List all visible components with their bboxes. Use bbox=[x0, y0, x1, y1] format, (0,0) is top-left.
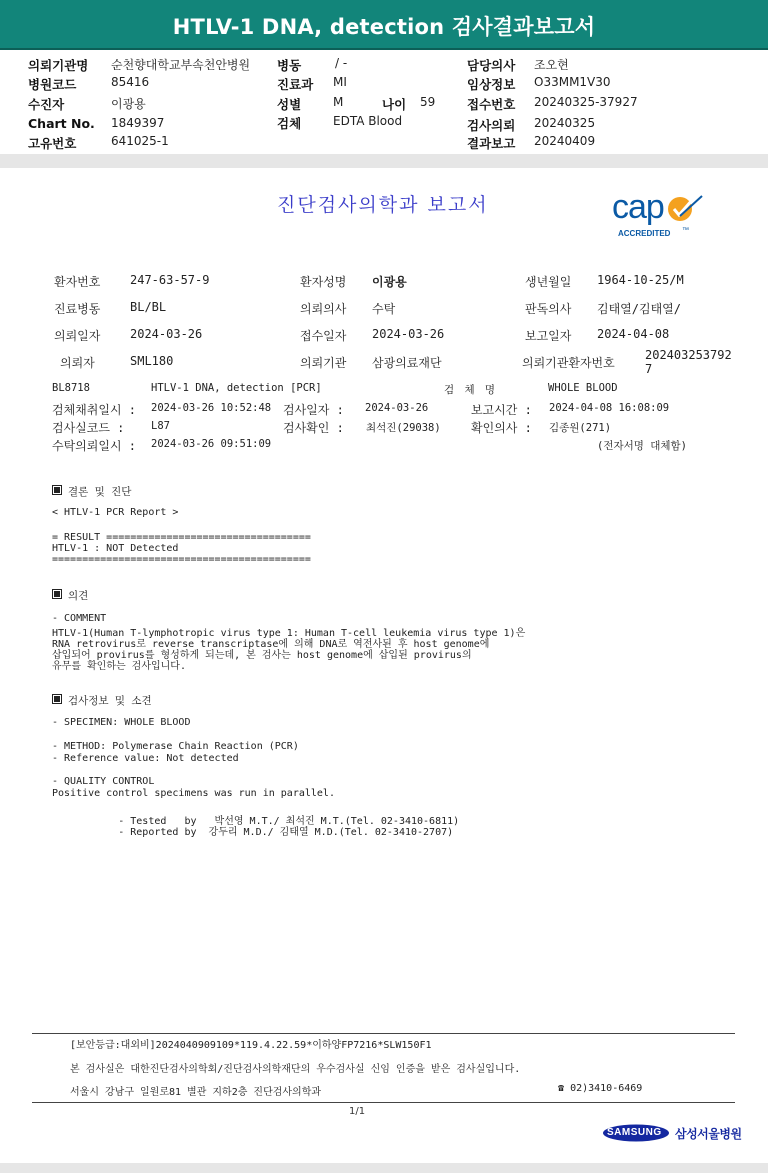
samsung-hospital-name: 삼성서울병원 bbox=[675, 1127, 742, 1141]
report-time-label: 보고시간 : bbox=[471, 403, 532, 417]
birthdate-value: 1964-10-25/M bbox=[597, 273, 684, 287]
confirm-doctor-label: 확인의사 : bbox=[471, 421, 532, 435]
request-date-value: 2024-03-26 bbox=[130, 327, 203, 341]
cap-accredited-text: ACCREDITED bbox=[618, 229, 671, 238]
hospital-code-label: 병원코드 bbox=[28, 77, 77, 92]
requesting-institution-label: 의뢰기관 bbox=[300, 356, 347, 370]
info-title: 검사정보 및 소견 bbox=[68, 695, 152, 707]
patient-name-value: 이광용 bbox=[372, 275, 407, 289]
test-request-label: 검사의뢰 bbox=[467, 118, 516, 133]
info-line-7: Positive control specimens was run in parallel. bbox=[52, 788, 335, 799]
samsung-brand: SAMSUNG bbox=[607, 1127, 662, 1138]
hospital-name-value: 순천향대학교부속천안병원 bbox=[111, 58, 251, 72]
info-line-1: - SPECIMEN: WHOLE BLOOD bbox=[52, 717, 191, 728]
lab-report-title: 진단검사의학과 보고서 bbox=[277, 194, 489, 216]
footer-top-rule bbox=[32, 1033, 735, 1034]
test-code: BL8718 bbox=[52, 382, 90, 394]
receipt-date-label: 접수일자 bbox=[300, 329, 347, 343]
comment-line-2: HTLV-1(Human T-lymphotropic virus type 1: Human T-cell leukemia virus type 1)은 bbox=[52, 628, 526, 639]
collection-time-label: 검체채취일시 : bbox=[52, 403, 137, 417]
conclusion-heading bbox=[52, 484, 131, 499]
receipt-date-value: 2024-03-26 bbox=[372, 327, 445, 341]
patient-name-label: 환자성명 bbox=[300, 275, 347, 289]
sex-label: 성별 bbox=[277, 97, 302, 112]
confirm-doctor-value: 김종원(271) bbox=[549, 422, 612, 434]
opinion-heading bbox=[52, 588, 88, 603]
receipt-no-label: 접수번호 bbox=[467, 97, 516, 112]
conclusion-title: 결론 및 진단 bbox=[68, 486, 132, 498]
test-name: HTLV-1 DNA, detection [PCR] bbox=[151, 382, 322, 394]
phone-line bbox=[558, 1083, 642, 1094]
doctor-value: 조오현 bbox=[534, 58, 569, 72]
info-line-3: - METHOD: Polymerase Chain Reaction (PCR) bbox=[52, 741, 299, 752]
section-square-icon bbox=[52, 589, 62, 599]
request-header bbox=[0, 50, 768, 154]
viewer-bottom-margin bbox=[0, 1163, 768, 1173]
opinion-title: 의견 bbox=[68, 590, 89, 602]
page-number: 1/1 bbox=[349, 1106, 366, 1117]
age-label: 나이 bbox=[382, 97, 407, 112]
info-heading bbox=[52, 693, 152, 708]
cap-trademark: ™ bbox=[682, 227, 689, 234]
info-line-4: - Reference value: Not detected bbox=[52, 753, 239, 764]
unique-no-value: 641025-1 bbox=[111, 134, 169, 148]
ordering-doctor-label: 의뢰의사 bbox=[300, 302, 347, 316]
info-line-9: - Tested by 박선영 M.T./ 최석진 M.T.(Tel. 02-3410-6811) bbox=[52, 816, 460, 827]
section-square-icon bbox=[52, 485, 62, 495]
reading-doctor-value: 김태열/김태열/ bbox=[597, 302, 682, 316]
reading-doctor-label: 판독의사 bbox=[525, 302, 572, 316]
cap-logo-text: cap bbox=[612, 188, 664, 226]
comment-line-3: RNA retrovirus로 reverse transcriptase에 의해 DNA로 역전사된 후 host genome에 bbox=[52, 639, 490, 650]
report-title: HTLV-1 DNA, detection 검사결과보고서 bbox=[172, 15, 596, 39]
cap-accredited-logo bbox=[610, 188, 710, 242]
phone-number: 02)3410-6469 bbox=[570, 1083, 643, 1094]
patient-label: 수진자 bbox=[28, 97, 65, 112]
institution-patient-no-label: 의뢰기관환자번호 bbox=[522, 356, 615, 370]
request-time-label: 수탁의뢰일시 : bbox=[52, 439, 137, 453]
comment-line-4: 삽입되어 provirus를 형성하게 되는데, 본 검사는 host genome에 삽입된 provirus의 bbox=[52, 650, 472, 661]
clinical-info-label: 임상정보 bbox=[467, 77, 516, 92]
specimen-value: EDTA Blood bbox=[333, 114, 403, 128]
unique-no-label: 고유번호 bbox=[28, 136, 77, 151]
result-report-label: 결과보고 bbox=[467, 136, 516, 151]
request-date-label: 의뢰일자 bbox=[54, 329, 101, 343]
specimen-name-value: WHOLE BLOOD bbox=[548, 382, 618, 394]
footer-bottom-rule bbox=[32, 1102, 735, 1103]
chart-no-value: 1849397 bbox=[111, 116, 165, 130]
report-name: < HTLV-1 PCR Report > bbox=[52, 507, 179, 518]
result-line-2: HTLV-1 : NOT Detected bbox=[52, 543, 179, 554]
test-confirm-label: 검사확인 : bbox=[283, 421, 344, 435]
institution-patient-no-value-cont: 7 bbox=[645, 362, 653, 376]
requester-label: 의뢰자 bbox=[60, 356, 95, 370]
ward-dept-label: 진료병동 bbox=[54, 302, 101, 316]
ward-value: / - bbox=[335, 56, 348, 70]
result-line-3: =========================================== bbox=[52, 554, 311, 565]
test-request-value: 20240325 bbox=[534, 116, 596, 130]
ward-dept-value: BL/BL bbox=[130, 300, 167, 314]
collection-time-value: 2024-03-26 10:52:48 bbox=[151, 402, 272, 414]
age-value: 59 bbox=[420, 95, 436, 109]
ordering-doctor-value: 수탁 bbox=[372, 302, 396, 316]
esign-note: (전자서명 대체함) bbox=[597, 440, 687, 452]
test-date-label: 검사일자 : bbox=[283, 403, 344, 417]
cap-checkmark-icon bbox=[666, 194, 706, 224]
report-time-value: 2024-04-08 16:08:09 bbox=[549, 402, 670, 414]
report-date-label: 보고일자 bbox=[525, 329, 572, 343]
info-line-6: - QUALITY CONTROL bbox=[52, 776, 155, 787]
result-report-value: 20240409 bbox=[534, 134, 596, 148]
ward-label: 병동 bbox=[277, 58, 302, 73]
lab-code-label: 검사실코드 : bbox=[52, 421, 125, 435]
test-date-value: 2024-03-26 bbox=[365, 402, 429, 414]
comment-line-5: 유무를 확인하는 검사입니다. bbox=[52, 661, 186, 672]
department-label: 진료과 bbox=[277, 77, 314, 92]
lab-code-value: L87 bbox=[151, 420, 170, 432]
result-line-1: = RESULT ================================== bbox=[52, 532, 311, 543]
address-line: 서울시 강남구 일원로81 별관 지하2층 진단검사의학과 bbox=[70, 1087, 322, 1098]
request-time-value: 2024-03-26 09:51:09 bbox=[151, 438, 272, 450]
samsung-hospital-logo bbox=[602, 1122, 742, 1144]
section-separator bbox=[0, 154, 768, 168]
clinical-info-value: O33MM1V30 bbox=[534, 75, 611, 89]
department-value: MI bbox=[333, 75, 347, 89]
lab-report-page bbox=[0, 168, 768, 1163]
test-confirm-value: 최석진(29038) bbox=[366, 422, 441, 434]
doctor-label: 담당의사 bbox=[467, 58, 516, 73]
patient-no-value: 247-63-57-9 bbox=[130, 273, 210, 287]
security-line: [보안등급:대외비]2024040909109*119.4.22.59*이하양FP7216*SLW150F1 bbox=[70, 1040, 432, 1051]
report-date-value: 2024-04-08 bbox=[597, 327, 670, 341]
requester-value: SML180 bbox=[130, 354, 174, 368]
hospital-name-label: 의뢰기관명 bbox=[28, 58, 89, 73]
report-title-bar bbox=[0, 0, 768, 50]
comment-line-1: - COMMENT bbox=[52, 613, 107, 624]
hospital-code-value: 85416 bbox=[111, 75, 150, 89]
specimen-name-label: 검 체 명 bbox=[444, 384, 498, 396]
sex-value: M bbox=[333, 95, 344, 109]
patient-value: 이광용 bbox=[111, 97, 146, 111]
telephone-icon: ☎ bbox=[558, 1083, 565, 1094]
institution-patient-no-value: 202403253792 bbox=[645, 348, 732, 362]
receipt-no-value: 20240325-37927 bbox=[534, 95, 638, 109]
patient-no-label: 환자번호 bbox=[54, 275, 101, 289]
section-square-icon bbox=[52, 694, 62, 704]
chart-no-label: Chart No. bbox=[28, 116, 95, 131]
info-line-10: - Reported by 강두리 M.D./ 김태열 M.D.(Tel. 02-3410-2707) bbox=[52, 827, 454, 838]
birthdate-label: 생년월일 bbox=[525, 275, 572, 289]
certification-line: 본 검사실은 대한진단검사의학회/진단검사의학재단의 우수검사실 신임 인증을 받은 검사실입니다. bbox=[70, 1064, 521, 1075]
requesting-institution-value: 삼광의료재단 bbox=[372, 356, 442, 370]
specimen-label: 검체 bbox=[277, 116, 302, 131]
